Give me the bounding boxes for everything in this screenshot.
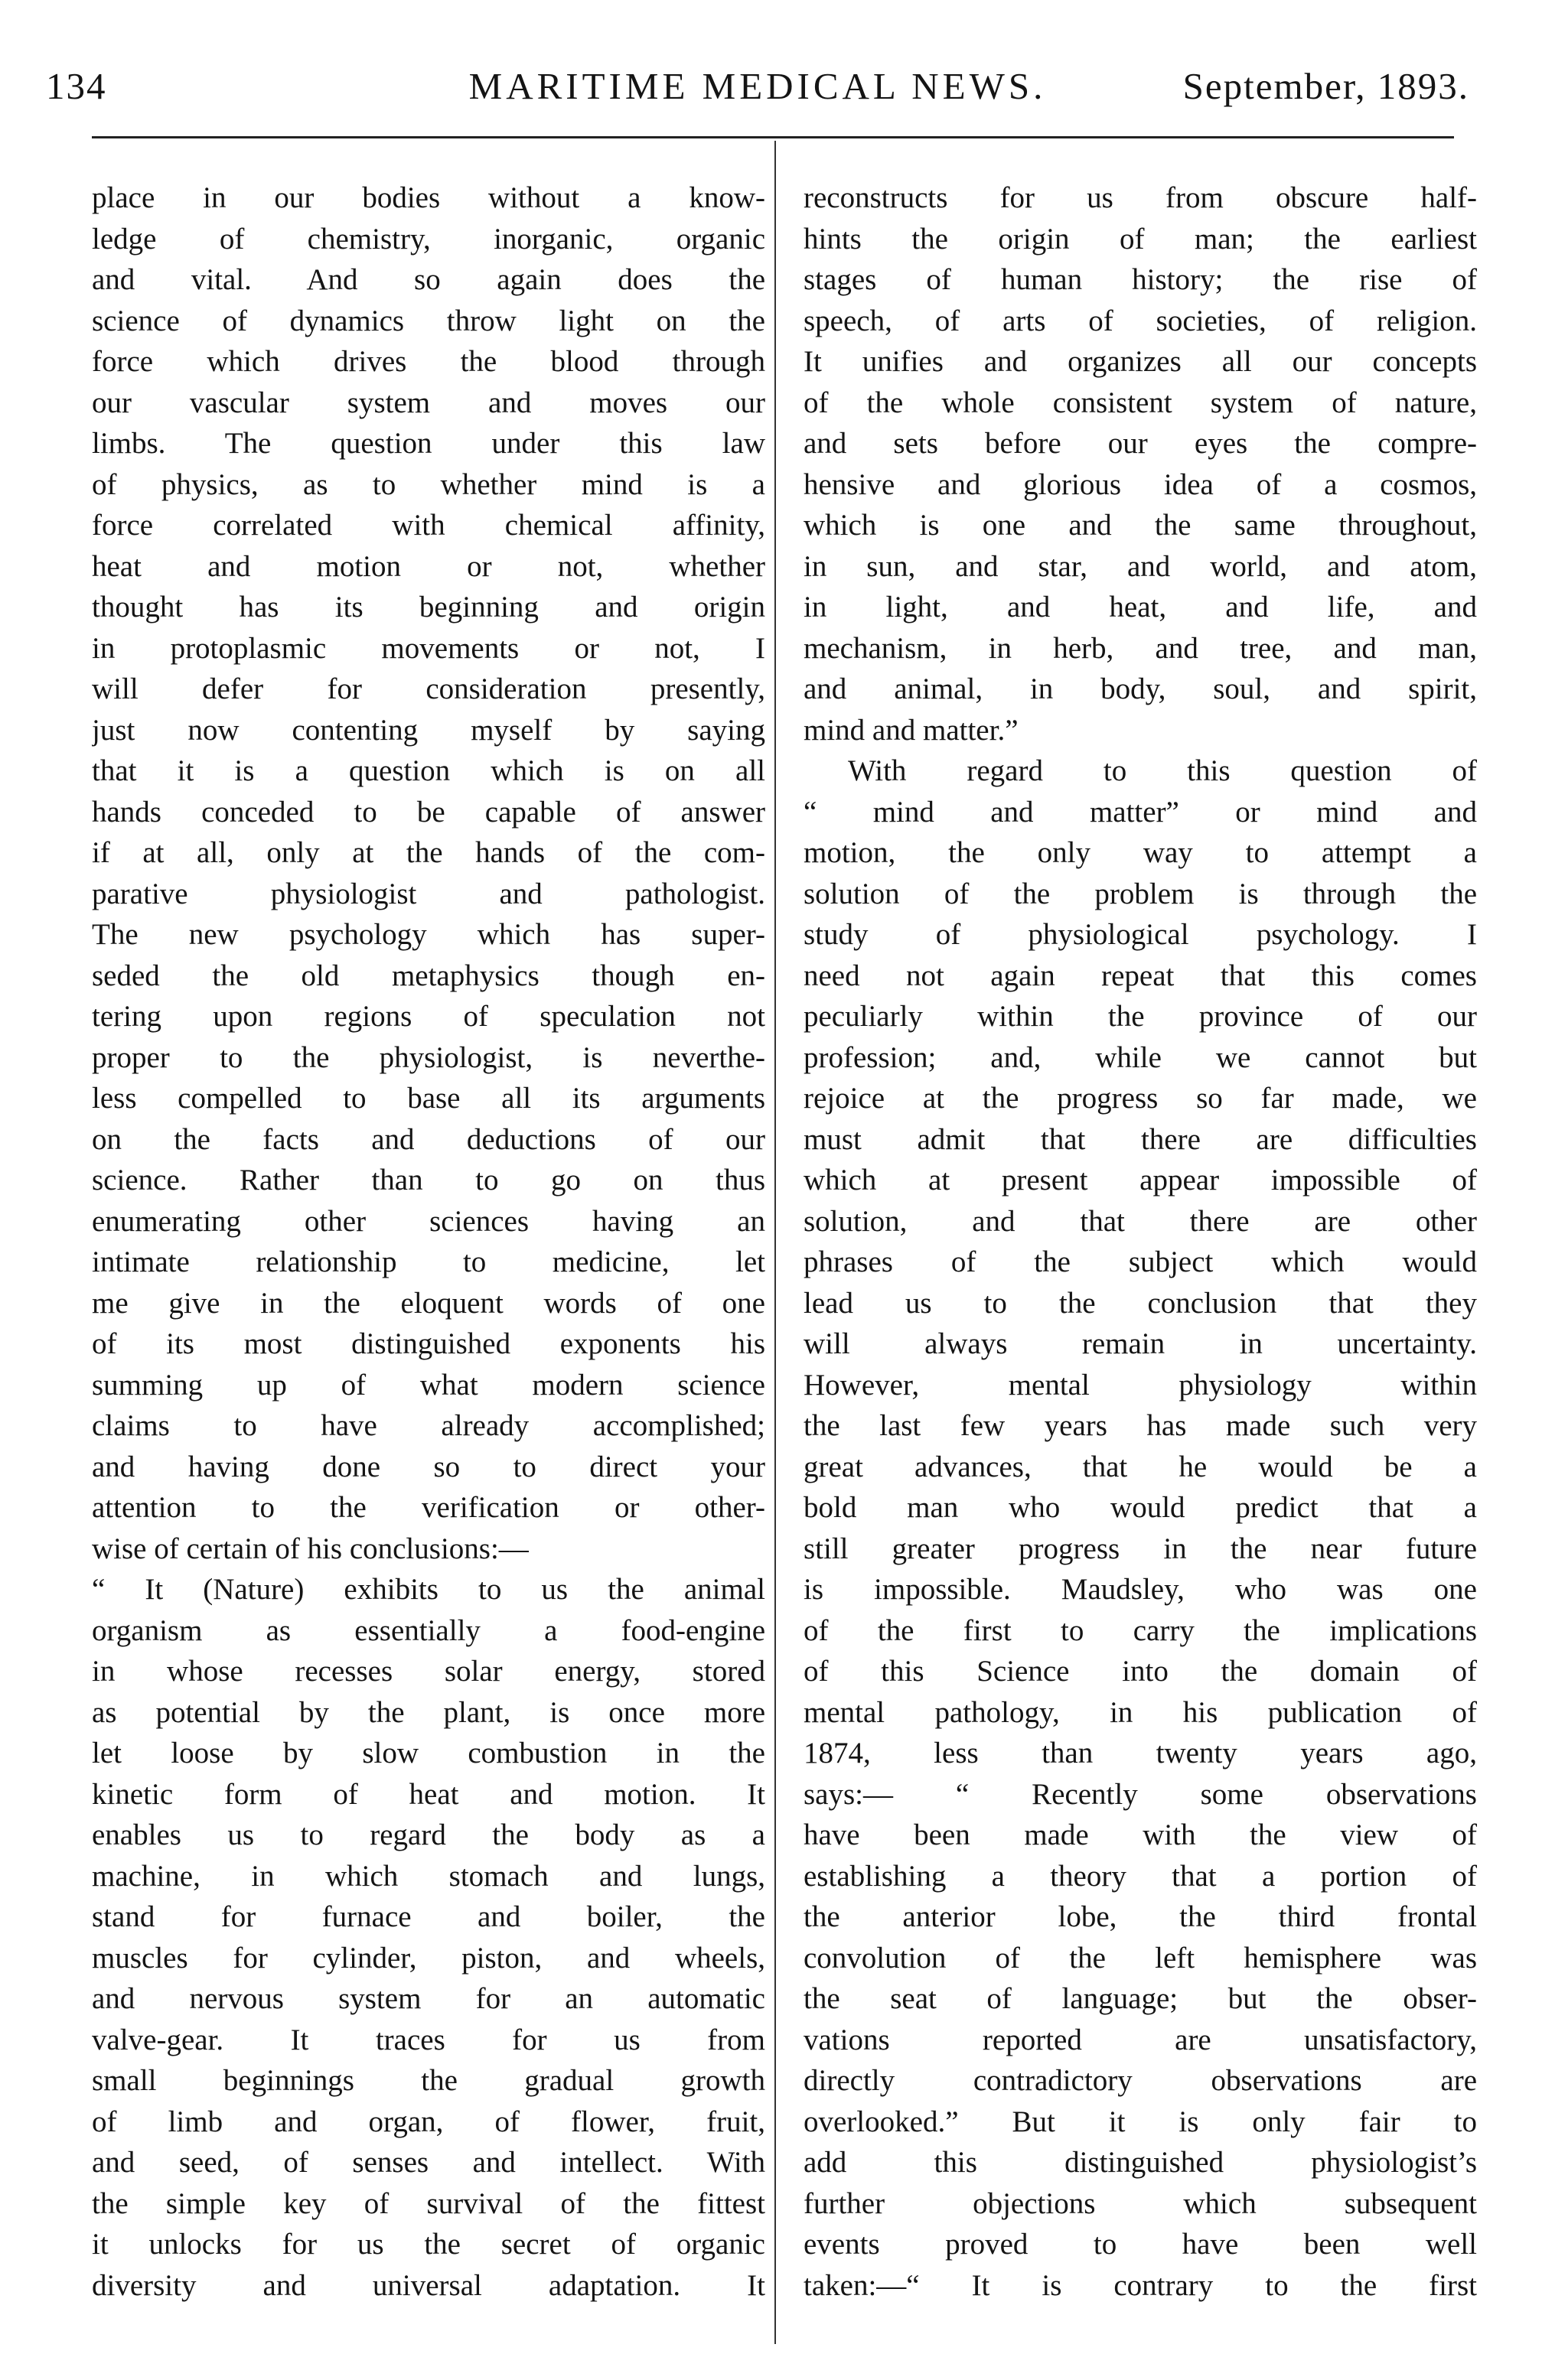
text-line: heat and motion or not, whether xyxy=(92,549,765,583)
text-line: speech, of arts of societies, of religion. xyxy=(804,304,1477,337)
text-line: place in our bodies without a know- xyxy=(92,181,765,214)
text-line: if at all, only at the hands of the com- xyxy=(92,836,765,869)
text-line: wise of certain of his conclusions:— xyxy=(92,1532,529,1565)
text-line: will defer for consideration presently, xyxy=(92,672,765,705)
text-line: force correlated with chemical affinity, xyxy=(92,509,765,542)
text-line: small beginnings the gradual growth xyxy=(92,2064,765,2097)
page-number: 134 xyxy=(46,65,107,107)
text-line: hensive and glorious idea of a cosmos, xyxy=(804,467,1477,501)
text-line: is impossible. Maudsley, who was one xyxy=(804,1573,1477,1606)
text-line: tering upon regions of speculation not xyxy=(92,1000,765,1033)
text-line: phrases of the subject which would xyxy=(804,1245,1477,1278)
text-line: enumerating other sciences having an xyxy=(92,1204,765,1238)
text-line: machine, in which stomach and lungs, xyxy=(92,1859,765,1893)
text-line: stand for furnace and boiler, the xyxy=(92,1900,765,1933)
text-line: have been made with the view of xyxy=(804,1818,1477,1851)
text-line: parative physiologist and pathologist. xyxy=(92,877,765,910)
text-line: on the facts and deductions of our xyxy=(92,1122,765,1156)
text-line: attention to the verification or other- xyxy=(92,1491,765,1524)
header-rule xyxy=(92,136,1454,138)
text-line: claims to have already accomplished; xyxy=(92,1409,765,1442)
text-line: just now contenting myself by saying xyxy=(92,713,765,747)
text-line: reconstructs for us from obscure half- xyxy=(804,181,1477,214)
text-line: which is one and the same throughout, xyxy=(804,509,1477,542)
text-line: rejoice at the progress so far made, we xyxy=(804,1082,1477,1115)
right-column xyxy=(804,177,1477,2306)
text-line: ledge of chemistry, inorganic, organic xyxy=(92,222,765,256)
text-line: solution, and that there are other xyxy=(804,1204,1477,1238)
text-line: summing up of what modern science xyxy=(92,1368,765,1402)
text-line: further objections which subsequent xyxy=(804,2186,1477,2220)
text-line: less compelled to base all its arguments xyxy=(92,1082,765,1115)
text-line: stages of human history; the rise of xyxy=(804,263,1477,296)
text-line: study of physiological psychology. I xyxy=(804,918,1477,951)
text-line: “ It (Nature) exhibits to us the animal xyxy=(92,1573,765,1606)
text-line: as potential by the plant, is once more xyxy=(92,1695,765,1729)
text-line: our vascular system and moves our xyxy=(92,386,765,419)
running-header xyxy=(46,60,1469,113)
text-line: seded the old metaphysics though en- xyxy=(92,959,765,992)
text-line: lead us to the conclusion that they xyxy=(804,1286,1477,1320)
text-line: proper to the physiologist, is neverthe- xyxy=(92,1040,765,1074)
text-line: need not again repeat that this comes xyxy=(804,959,1477,992)
text-line: events proved to have been well xyxy=(804,2228,1477,2261)
text-line: still greater progress in the near future xyxy=(804,1532,1477,1565)
text-line: force which drives the blood through xyxy=(92,345,765,378)
text-line: However, mental physiology within xyxy=(804,1368,1477,1402)
text-line: valve-gear. It traces for us from xyxy=(92,2023,765,2056)
text-line: The new psychology which has super- xyxy=(92,918,765,951)
text-line: enables us to regard the body as a xyxy=(92,1818,765,1851)
text-line: science. Rather than to go on thus xyxy=(92,1164,765,1197)
text-line: of its most distinguished exponents his xyxy=(92,1327,765,1360)
text-line: thought has its beginning and origin xyxy=(92,591,765,623)
text-line: the last few years has made such very xyxy=(804,1409,1477,1442)
text-line: mental pathology, in his publication of xyxy=(804,1695,1477,1729)
text-line: that it is a question which is on all xyxy=(92,754,765,787)
text-line: of the first to carry the implications xyxy=(804,1613,1477,1647)
text-line: diversity and universal adaptation. It xyxy=(92,2268,765,2302)
text-line: in whose recesses solar energy, stored xyxy=(92,1655,765,1688)
text-line: intimate relationship to medicine, let xyxy=(92,1245,765,1278)
text-line: me give in the eloquent words of one xyxy=(92,1286,765,1320)
text-line: of limb and organ, of flower, fruit, xyxy=(92,2105,765,2138)
text-line: and having done so to direct your xyxy=(92,1450,765,1483)
text-line: “ mind and matter” or mind and xyxy=(804,795,1477,829)
text-line: must admit that there are difficulties xyxy=(804,1122,1477,1156)
text-line: it unlocks for us the secret of organic xyxy=(92,2228,765,2261)
text-line: in light, and heat, and life, and xyxy=(804,591,1477,623)
text-line: muscles for cylinder, piston, and wheels, xyxy=(92,1941,765,1975)
text-line: the anterior lobe, the third frontal xyxy=(804,1900,1477,1933)
text-line: mind and matter.” xyxy=(804,713,1019,747)
text-line: organism as essentially a food-engine xyxy=(92,1613,765,1647)
text-line: overlooked.” But it is only fair to xyxy=(804,2105,1477,2138)
journal-title: MARITIME MEDICAL NEWS. xyxy=(468,65,1047,107)
text-line: mechanism, in herb, and tree, and man, xyxy=(804,631,1477,665)
text-line: let loose by slow combustion in the xyxy=(92,1737,765,1770)
text-line: directly contradictory observations are xyxy=(804,2064,1477,2097)
text-line: bold man who would predict that a xyxy=(804,1491,1477,1524)
text-line: the simple key of survival of the fittest xyxy=(92,2186,765,2220)
text-line: in sun, and star, and world, and atom, xyxy=(804,549,1477,583)
text-line: convolution of the left hemisphere was xyxy=(804,1941,1477,1975)
text-line: profession; and, while we cannot but xyxy=(804,1040,1477,1074)
text-line: limbs. The question under this law xyxy=(92,427,765,460)
text-line: of this Science into the domain of xyxy=(804,1655,1477,1688)
text-line: and seed, of senses and intellect. With xyxy=(92,2146,765,2179)
text-line: of physics, as to whether mind is a xyxy=(92,467,765,501)
issue-date: September, 1893. xyxy=(1182,65,1469,107)
text-line: hands conceded to be capable of answer xyxy=(92,795,765,829)
text-line: of the whole consistent system of nature, xyxy=(804,386,1477,419)
text-line: and vital. And so again does the xyxy=(92,263,765,296)
text-line: science of dynamics throw light on the xyxy=(92,304,765,337)
text-line: peculiarly within the province of our xyxy=(804,1000,1477,1033)
text-line: add this distinguished physiologist’s xyxy=(804,2146,1477,2179)
text-line: and sets before our eyes the compre- xyxy=(804,427,1477,460)
text-line: vations reported are unsatisfactory, xyxy=(804,2023,1477,2056)
left-column xyxy=(92,177,765,2306)
text-line: With regard to this question of xyxy=(848,754,1477,787)
text-line: taken:—“ It is contrary to the first xyxy=(804,2268,1477,2302)
text-line: great advances, that he would be a xyxy=(804,1450,1477,1483)
text-line: 1874, less than twenty years ago, xyxy=(804,1737,1477,1770)
text-line: motion, the only way to attempt a xyxy=(804,836,1477,869)
text-line: in protoplasmic movements or not, I xyxy=(92,631,765,665)
text-line: says:— “ Recently some observations xyxy=(804,1777,1477,1811)
text-line: It unifies and organizes all our concepts xyxy=(804,345,1477,378)
text-line: hints the origin of man; the earliest xyxy=(804,222,1477,256)
text-line: establishing a theory that a portion of xyxy=(804,1859,1477,1893)
text-line: kinetic form of heat and motion. It xyxy=(92,1777,765,1811)
text-line: the seat of language; but the obser- xyxy=(804,1982,1477,2015)
text-line: solution of the problem is through the xyxy=(804,877,1477,910)
column-divider xyxy=(774,141,776,2344)
text-line: and nervous system for an automatic xyxy=(92,1982,765,2015)
text-line: which at present appear impossible of xyxy=(804,1164,1477,1197)
text-line: will always remain in uncertainty. xyxy=(804,1327,1477,1360)
text-line: and animal, in body, soul, and spirit, xyxy=(804,672,1477,705)
